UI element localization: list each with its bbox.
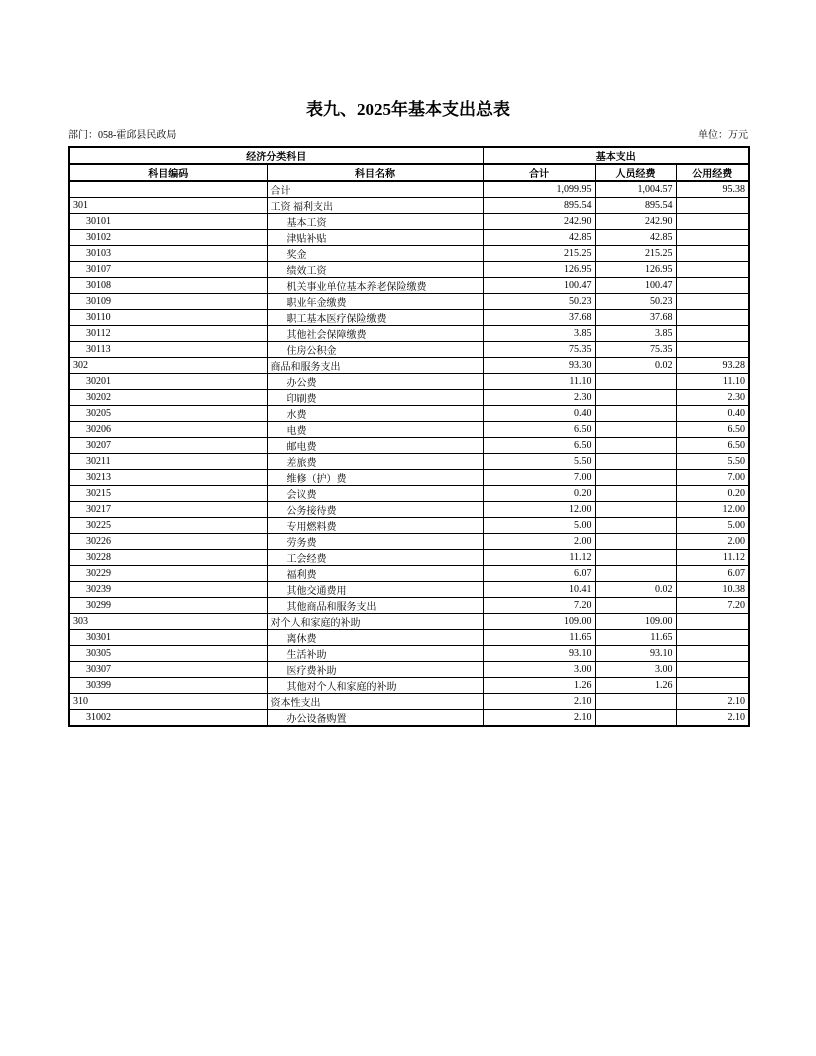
cell-total: 2.00 bbox=[483, 534, 595, 550]
cell-public: 6.50 bbox=[676, 422, 749, 438]
page-title: 表九、2025年基本支出总表 bbox=[306, 100, 510, 119]
cell-total: 93.30 bbox=[483, 358, 595, 374]
table-row bbox=[69, 646, 749, 662]
cell-personnel bbox=[595, 598, 676, 614]
cell-public bbox=[676, 342, 749, 358]
unit-label: 单位：万元 bbox=[698, 130, 748, 141]
header-total: 合计 bbox=[483, 164, 595, 181]
cell-total: 5.00 bbox=[483, 518, 595, 534]
cell-public bbox=[676, 678, 749, 694]
cell-personnel: 895.54 bbox=[595, 198, 676, 214]
cell-code: 30239 bbox=[69, 582, 267, 598]
cell-personnel: 242.90 bbox=[595, 214, 676, 230]
table-header bbox=[69, 147, 749, 181]
cell-code: 30202 bbox=[69, 390, 267, 406]
cell-code: 30229 bbox=[69, 566, 267, 582]
cell-total: 1.26 bbox=[483, 678, 595, 694]
cell-personnel: 3.00 bbox=[595, 662, 676, 678]
cell-personnel: 126.95 bbox=[595, 262, 676, 278]
cell-code: 30101 bbox=[69, 214, 267, 230]
cell-personnel: 0.02 bbox=[595, 582, 676, 598]
cell-public: 6.50 bbox=[676, 438, 749, 454]
cell-public: 7.00 bbox=[676, 470, 749, 486]
cell-total: 2.10 bbox=[483, 694, 595, 710]
cell-public: 11.10 bbox=[676, 374, 749, 390]
cell-total: 215.25 bbox=[483, 246, 595, 262]
cell-name: 公务接待费 bbox=[267, 502, 483, 518]
cell-personnel bbox=[595, 502, 676, 518]
cell-total: 126.95 bbox=[483, 262, 595, 278]
cell-personnel bbox=[595, 406, 676, 422]
cell-total: 109.00 bbox=[483, 614, 595, 630]
cell-code: 301 bbox=[69, 198, 267, 214]
cell-personnel: 50.23 bbox=[595, 294, 676, 310]
table-row bbox=[69, 582, 749, 598]
cell-name: 职工基本医疗保险缴费 bbox=[267, 310, 483, 326]
cell-code: 30226 bbox=[69, 534, 267, 550]
cell-total: 895.54 bbox=[483, 198, 595, 214]
header-personnel-funds: 人员经费 bbox=[595, 164, 676, 181]
cell-name: 津贴补贴 bbox=[267, 230, 483, 246]
table-row bbox=[69, 422, 749, 438]
cell-name: 绩效工资 bbox=[267, 262, 483, 278]
cell-name: 维修（护）费 bbox=[267, 470, 483, 486]
cell-public bbox=[676, 230, 749, 246]
cell-total: 100.47 bbox=[483, 278, 595, 294]
cell-public: 5.00 bbox=[676, 518, 749, 534]
expenditure-table bbox=[68, 146, 750, 727]
cell-personnel: 215.25 bbox=[595, 246, 676, 262]
table-row bbox=[69, 550, 749, 566]
cell-name: 印刷费 bbox=[267, 390, 483, 406]
cell-public bbox=[676, 630, 749, 646]
cell-name: 会议费 bbox=[267, 486, 483, 502]
cell-total: 12.00 bbox=[483, 502, 595, 518]
cell-name: 奖金 bbox=[267, 246, 483, 262]
cell-name: 邮电费 bbox=[267, 438, 483, 454]
cell-personnel: 1,004.57 bbox=[595, 181, 676, 198]
cell-code bbox=[69, 181, 267, 198]
cell-personnel: 109.00 bbox=[595, 614, 676, 630]
cell-public bbox=[676, 262, 749, 278]
cell-personnel bbox=[595, 694, 676, 710]
cell-code: 30113 bbox=[69, 342, 267, 358]
cell-name: 医疗费补助 bbox=[267, 662, 483, 678]
table-row bbox=[69, 181, 749, 198]
cell-code: 30102 bbox=[69, 230, 267, 246]
cell-personnel bbox=[595, 550, 676, 566]
cell-name: 合计 bbox=[267, 181, 483, 198]
cell-personnel bbox=[595, 422, 676, 438]
cell-public bbox=[676, 662, 749, 678]
cell-personnel bbox=[595, 438, 676, 454]
table-row bbox=[69, 214, 749, 230]
cell-public: 0.20 bbox=[676, 486, 749, 502]
cell-total: 2.30 bbox=[483, 390, 595, 406]
table-row bbox=[69, 262, 749, 278]
cell-personnel bbox=[595, 374, 676, 390]
cell-name: 工资 福利支出 bbox=[267, 198, 483, 214]
cell-personnel bbox=[595, 390, 676, 406]
meta-row bbox=[68, 130, 748, 142]
cell-public: 2.30 bbox=[676, 390, 749, 406]
cell-total: 0.40 bbox=[483, 406, 595, 422]
cell-public: 10.38 bbox=[676, 582, 749, 598]
table-header-column-row bbox=[69, 164, 749, 181]
cell-code: 30206 bbox=[69, 422, 267, 438]
cell-code: 302 bbox=[69, 358, 267, 374]
table-body bbox=[69, 181, 749, 726]
cell-code: 303 bbox=[69, 614, 267, 630]
cell-name: 办公设备购置 bbox=[267, 710, 483, 727]
cell-code: 30109 bbox=[69, 294, 267, 310]
cell-name: 福利费 bbox=[267, 566, 483, 582]
cell-total: 6.50 bbox=[483, 438, 595, 454]
cell-public: 5.50 bbox=[676, 454, 749, 470]
cell-personnel: 3.85 bbox=[595, 326, 676, 342]
cell-name: 其他商品和服务支出 bbox=[267, 598, 483, 614]
cell-personnel: 0.02 bbox=[595, 358, 676, 374]
cell-total: 11.12 bbox=[483, 550, 595, 566]
cell-personnel: 11.65 bbox=[595, 630, 676, 646]
cell-name: 其他交通费用 bbox=[267, 582, 483, 598]
cell-personnel: 93.10 bbox=[595, 646, 676, 662]
header-subject-code: 科目编码 bbox=[69, 164, 267, 181]
cell-total: 6.50 bbox=[483, 422, 595, 438]
cell-public bbox=[676, 198, 749, 214]
cell-name: 工会经费 bbox=[267, 550, 483, 566]
cell-personnel: 75.35 bbox=[595, 342, 676, 358]
cell-name: 专用燃料费 bbox=[267, 518, 483, 534]
cell-total: 7.20 bbox=[483, 598, 595, 614]
cell-public bbox=[676, 310, 749, 326]
cell-code: 310 bbox=[69, 694, 267, 710]
cell-public bbox=[676, 326, 749, 342]
cell-name: 对个人和家庭的补助 bbox=[267, 614, 483, 630]
cell-public bbox=[676, 646, 749, 662]
table-row bbox=[69, 310, 749, 326]
table-row bbox=[69, 534, 749, 550]
cell-code: 30103 bbox=[69, 246, 267, 262]
cell-name: 其他社会保障缴费 bbox=[267, 326, 483, 342]
cell-code: 30108 bbox=[69, 278, 267, 294]
cell-total: 10.41 bbox=[483, 582, 595, 598]
cell-personnel bbox=[595, 534, 676, 550]
cell-personnel bbox=[595, 470, 676, 486]
cell-personnel bbox=[595, 566, 676, 582]
cell-public: 2.10 bbox=[676, 694, 749, 710]
cell-total: 93.10 bbox=[483, 646, 595, 662]
cell-total: 11.65 bbox=[483, 630, 595, 646]
cell-code: 30110 bbox=[69, 310, 267, 326]
cell-total: 2.10 bbox=[483, 710, 595, 727]
header-public-funds: 公用经费 bbox=[676, 164, 749, 181]
table-row bbox=[69, 390, 749, 406]
table-row bbox=[69, 294, 749, 310]
cell-public: 7.20 bbox=[676, 598, 749, 614]
cell-total: 7.00 bbox=[483, 470, 595, 486]
cell-public: 2.00 bbox=[676, 534, 749, 550]
cell-code: 30207 bbox=[69, 438, 267, 454]
cell-code: 30211 bbox=[69, 454, 267, 470]
cell-public bbox=[676, 614, 749, 630]
table-row bbox=[69, 678, 749, 694]
table-row bbox=[69, 278, 749, 294]
table-row bbox=[69, 326, 749, 342]
table-row bbox=[69, 486, 749, 502]
cell-name: 其他对个人和家庭的补助 bbox=[267, 678, 483, 694]
cell-code: 30299 bbox=[69, 598, 267, 614]
cell-name: 劳务费 bbox=[267, 534, 483, 550]
cell-code: 30228 bbox=[69, 550, 267, 566]
header-basic-expenditure: 基本支出 bbox=[483, 147, 749, 164]
table-row bbox=[69, 518, 749, 534]
table-row bbox=[69, 630, 749, 646]
table-row bbox=[69, 438, 749, 454]
table-row bbox=[69, 502, 749, 518]
table-row bbox=[69, 598, 749, 614]
cell-total: 1,099.95 bbox=[483, 181, 595, 198]
cell-personnel: 37.68 bbox=[595, 310, 676, 326]
cell-code: 30201 bbox=[69, 374, 267, 390]
cell-personnel bbox=[595, 518, 676, 534]
table-row bbox=[69, 566, 749, 582]
cell-name: 基本工资 bbox=[267, 214, 483, 230]
cell-total: 50.23 bbox=[483, 294, 595, 310]
cell-total: 3.85 bbox=[483, 326, 595, 342]
cell-public bbox=[676, 246, 749, 262]
table-row bbox=[69, 710, 749, 727]
cell-name: 职业年金缴费 bbox=[267, 294, 483, 310]
cell-name: 差旅费 bbox=[267, 454, 483, 470]
cell-public: 0.40 bbox=[676, 406, 749, 422]
cell-code: 30215 bbox=[69, 486, 267, 502]
cell-code: 30305 bbox=[69, 646, 267, 662]
cell-code: 30205 bbox=[69, 406, 267, 422]
table-row bbox=[69, 198, 749, 214]
cell-name: 资本性支出 bbox=[267, 694, 483, 710]
cell-name: 生活补助 bbox=[267, 646, 483, 662]
table-row bbox=[69, 470, 749, 486]
cell-personnel: 100.47 bbox=[595, 278, 676, 294]
cell-code: 30107 bbox=[69, 262, 267, 278]
cell-public bbox=[676, 214, 749, 230]
table-row bbox=[69, 358, 749, 374]
cell-code: 30399 bbox=[69, 678, 267, 694]
cell-code: 30217 bbox=[69, 502, 267, 518]
cell-personnel bbox=[595, 486, 676, 502]
table-row bbox=[69, 454, 749, 470]
cell-total: 6.07 bbox=[483, 566, 595, 582]
header-economic-classification: 经济分类科目 bbox=[69, 147, 483, 164]
cell-public: 11.12 bbox=[676, 550, 749, 566]
cell-total: 3.00 bbox=[483, 662, 595, 678]
cell-code: 30112 bbox=[69, 326, 267, 342]
table-row bbox=[69, 662, 749, 678]
cell-code: 30225 bbox=[69, 518, 267, 534]
cell-name: 电费 bbox=[267, 422, 483, 438]
table-header-group-row bbox=[69, 147, 749, 164]
cell-public: 93.28 bbox=[676, 358, 749, 374]
cell-personnel: 1.26 bbox=[595, 678, 676, 694]
cell-code: 30213 bbox=[69, 470, 267, 486]
cell-code: 31002 bbox=[69, 710, 267, 727]
cell-public bbox=[676, 294, 749, 310]
table-row bbox=[69, 374, 749, 390]
table-row bbox=[69, 342, 749, 358]
cell-total: 0.20 bbox=[483, 486, 595, 502]
table-row bbox=[69, 230, 749, 246]
table-row bbox=[69, 694, 749, 710]
table-row bbox=[69, 614, 749, 630]
cell-total: 11.10 bbox=[483, 374, 595, 390]
cell-personnel bbox=[595, 454, 676, 470]
cell-personnel bbox=[595, 710, 676, 727]
cell-public: 12.00 bbox=[676, 502, 749, 518]
cell-code: 30307 bbox=[69, 662, 267, 678]
cell-public: 6.07 bbox=[676, 566, 749, 582]
cell-name: 住房公积金 bbox=[267, 342, 483, 358]
cell-personnel: 42.85 bbox=[595, 230, 676, 246]
cell-name: 办公费 bbox=[267, 374, 483, 390]
cell-total: 42.85 bbox=[483, 230, 595, 246]
cell-total: 75.35 bbox=[483, 342, 595, 358]
table-row bbox=[69, 406, 749, 422]
cell-total: 242.90 bbox=[483, 214, 595, 230]
cell-public: 2.10 bbox=[676, 710, 749, 727]
table-row bbox=[69, 246, 749, 262]
header-subject-name: 科目名称 bbox=[267, 164, 483, 181]
cell-public bbox=[676, 278, 749, 294]
department-label: 部门：058-霍邱县民政局 bbox=[68, 130, 177, 141]
cell-total: 5.50 bbox=[483, 454, 595, 470]
cell-total: 37.68 bbox=[483, 310, 595, 326]
cell-name: 水费 bbox=[267, 406, 483, 422]
cell-public: 95.38 bbox=[676, 181, 749, 198]
cell-name: 商品和服务支出 bbox=[267, 358, 483, 374]
cell-name: 机关事业单位基本养老保险缴费 bbox=[267, 278, 483, 294]
cell-code: 30301 bbox=[69, 630, 267, 646]
cell-name: 离休费 bbox=[267, 630, 483, 646]
